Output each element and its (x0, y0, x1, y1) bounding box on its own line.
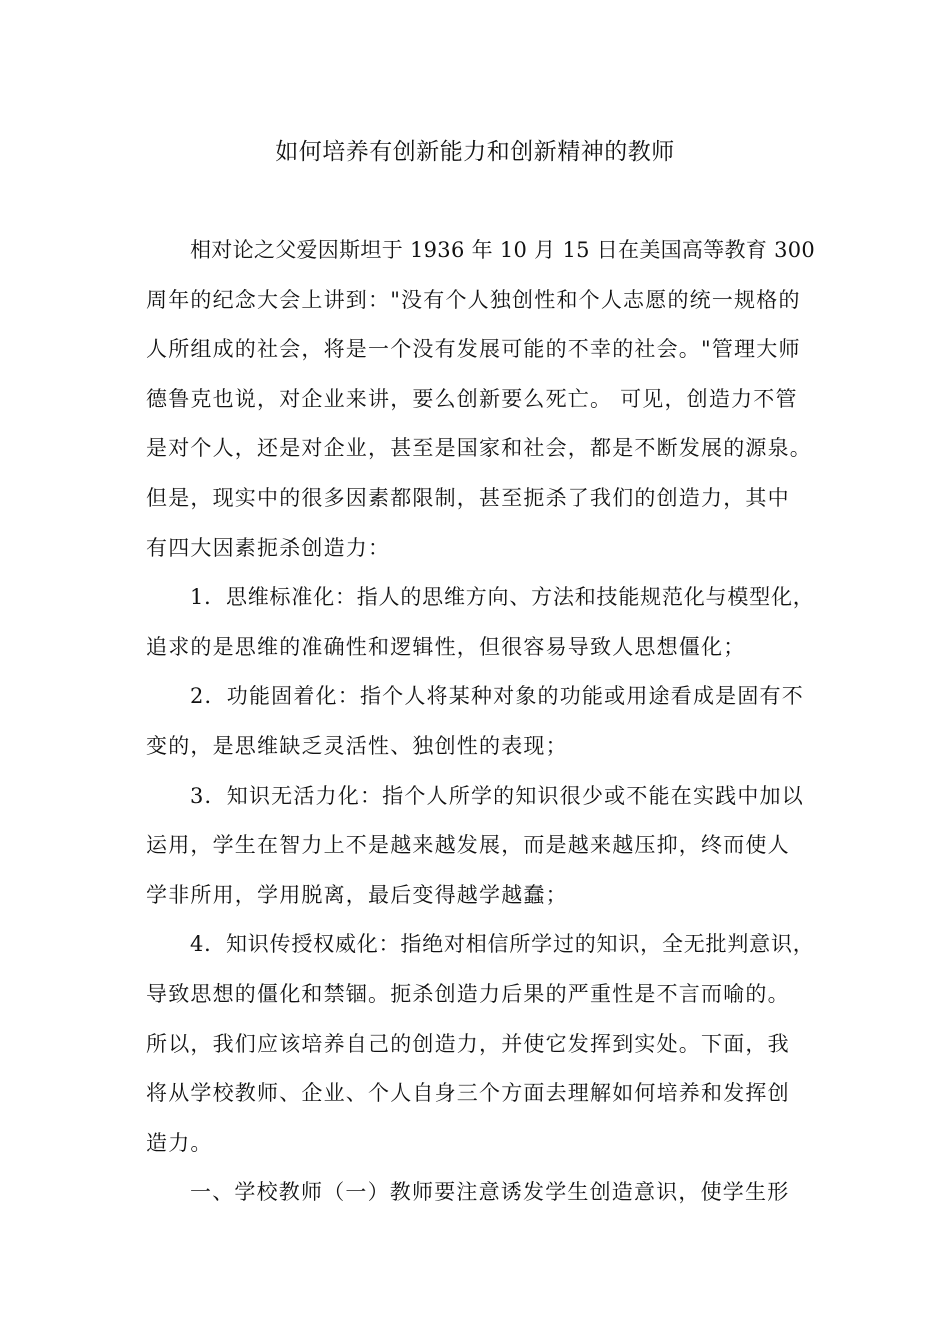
body-line: 导致思想的僵化和禁锢。扼杀创造力后果的严重性是不言而喻的。 (146, 981, 790, 1006)
body-line: 造力。 (146, 1130, 213, 1155)
body-line: 学非所用，学用脱离，最后变得越学越蠢； (146, 882, 568, 907)
body-line: 追求的是思维的准确性和逻辑性，但很容易导致人思想僵化； (146, 634, 746, 659)
body-line: 德鲁克也说，对企业来讲，要么创新要么死亡。 可见，创造力不管 (146, 386, 798, 411)
body-line: 相对论之父爱因斯坦于 1936 年 10 月 15 日在美国高等教育 300 (190, 238, 816, 262)
document-title: 如何培养有创新能力和创新精神的教师 (275, 139, 675, 165)
body-line: 所以，我们应该培养自己的创造力，并使它发挥到实处。下面，我 (146, 1031, 790, 1056)
body-line: 3．知识无活力化：指个人所学的知识很少或不能在实践中加以 (190, 783, 804, 808)
body-line: 4．知识传授权威化：指绝对相信所学过的知识，全无批判意识， (190, 932, 815, 957)
body-line: 将从学校教师、企业、个人自身三个方面去理解如何培养和发挥创 (146, 1081, 790, 1106)
body-line: 变的，是思维缺乏灵活性、独创性的表现； (146, 733, 568, 758)
body-line: 一、学校教师（一）教师要注意诱发学生创造意识，使学生形 (190, 1180, 790, 1205)
body-line: 人所组成的社会，将是一个没有发展可能的不幸的社会。"管理大师 (146, 337, 801, 362)
body-line: 有四大因素扼杀创造力： (146, 535, 391, 560)
body-line: 运用，学生在智力上不是越来越发展，而是越来越压抑，终而使人 (146, 833, 790, 858)
body-line: 是对个人，还是对企业，甚至是国家和社会，都是不断发展的源泉。 (146, 436, 812, 461)
body-line: 2．功能固着化：指个人将某种对象的功能或用途看成是固有不 (190, 684, 804, 709)
body-line: 但是，现实中的很多因素都限制，甚至扼杀了我们的创造力，其中 (146, 485, 790, 510)
document-body (146, 234, 816, 1226)
body-line: 1．思维标准化：指人的思维方向、方法和技能规范化与模型化， (190, 585, 815, 610)
body-line: 周年的纪念大会上讲到："没有个人独创性和个人志愿的统一规格的 (146, 287, 801, 312)
